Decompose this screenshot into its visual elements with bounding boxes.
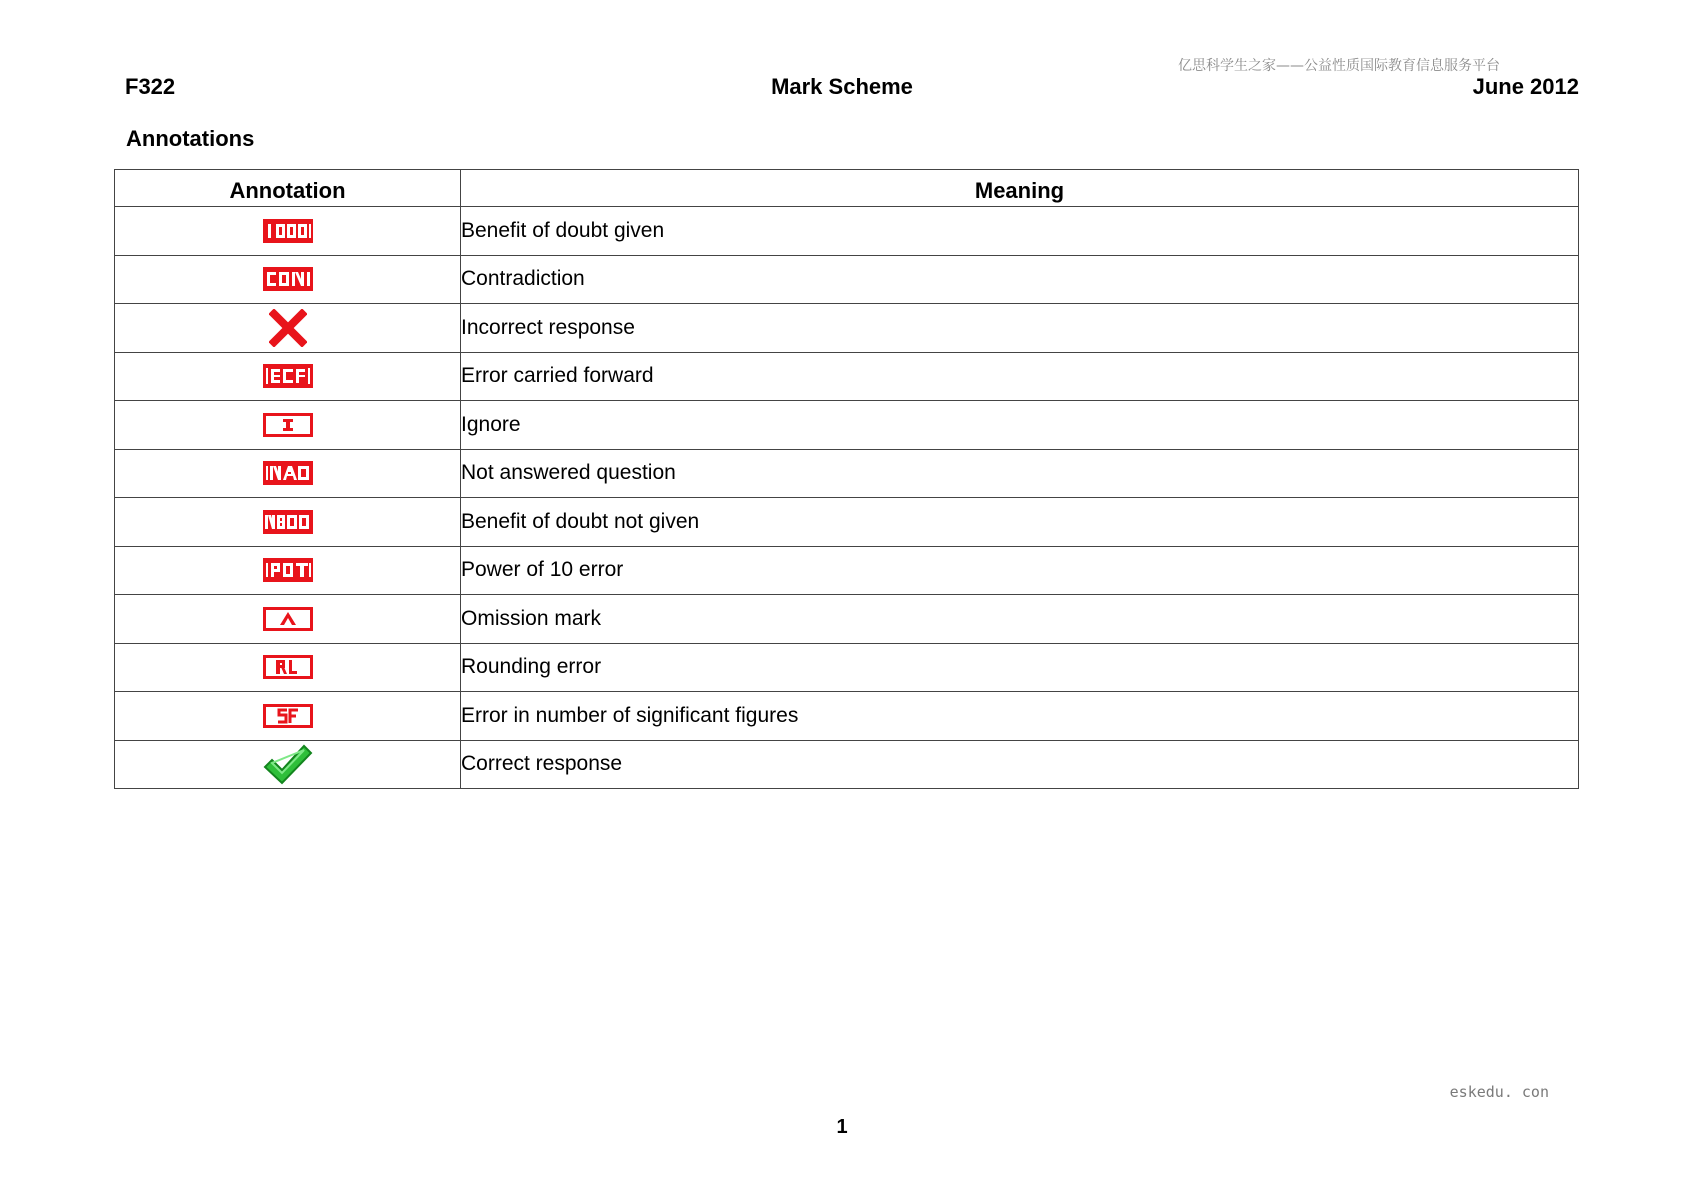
- table-row: [115, 352, 1579, 401]
- meaning-text: Ignore: [461, 401, 1579, 450]
- meaning-text: Omission mark: [461, 595, 1579, 644]
- header-paper-code: F322: [125, 74, 176, 99]
- meaning-text: Not answered question: [461, 449, 1579, 498]
- header-title: Mark Scheme: [771, 74, 913, 99]
- table-row: [115, 595, 1579, 644]
- naq-stamp-icon: [263, 461, 313, 485]
- con-stamp-icon: [263, 267, 313, 291]
- page-number: 1: [836, 1116, 848, 1138]
- nbod-stamp-icon: [263, 510, 313, 534]
- meaning-text: Error in number of significant figures: [461, 692, 1579, 741]
- meaning-text: Error carried forward: [461, 352, 1579, 401]
- table-row: [115, 740, 1579, 789]
- pot-stamp-icon: [263, 558, 313, 582]
- table-header-row: [115, 170, 1579, 207]
- table-row: [115, 498, 1579, 547]
- sf-stamp-icon: [263, 704, 313, 728]
- meaning-text: Benefit of doubt not given: [461, 498, 1579, 547]
- annotations-table: [114, 169, 1579, 789]
- bod-stamp-icon: [263, 219, 313, 243]
- table-row: [115, 692, 1579, 741]
- ecf-stamp-icon: [263, 364, 313, 388]
- table-row: [115, 304, 1579, 353]
- table-row: [115, 449, 1579, 498]
- table-row: [115, 255, 1579, 304]
- table-row: [115, 207, 1579, 256]
- meaning-text: Correct response: [461, 740, 1579, 789]
- table-row: [115, 401, 1579, 450]
- meaning-text: Contradiction: [461, 255, 1579, 304]
- tick-icon: [263, 743, 313, 785]
- watermark-top: 亿思科学生之家——公益性质国际教育信息服务平台: [1178, 58, 1500, 74]
- table-row: [115, 643, 1579, 692]
- column-header-annotation: Annotation: [115, 170, 461, 207]
- meaning-text: Power of 10 error: [461, 546, 1579, 595]
- ignore-stamp-icon: [263, 413, 313, 437]
- rounding-stamp-icon: [263, 655, 313, 679]
- watermark-bottom: eskedu. con: [1449, 1083, 1549, 1101]
- omission-stamp-icon: [263, 607, 313, 631]
- section-title: Annotations: [126, 126, 255, 151]
- column-header-meaning: Meaning: [461, 170, 1579, 207]
- header-date: June 2012: [1472, 74, 1579, 99]
- cross-icon: [269, 309, 307, 347]
- meaning-text: Incorrect response: [461, 304, 1579, 353]
- table-row: [115, 546, 1579, 595]
- meaning-text: Rounding error: [461, 643, 1579, 692]
- meaning-text: Benefit of doubt given: [461, 207, 1579, 256]
